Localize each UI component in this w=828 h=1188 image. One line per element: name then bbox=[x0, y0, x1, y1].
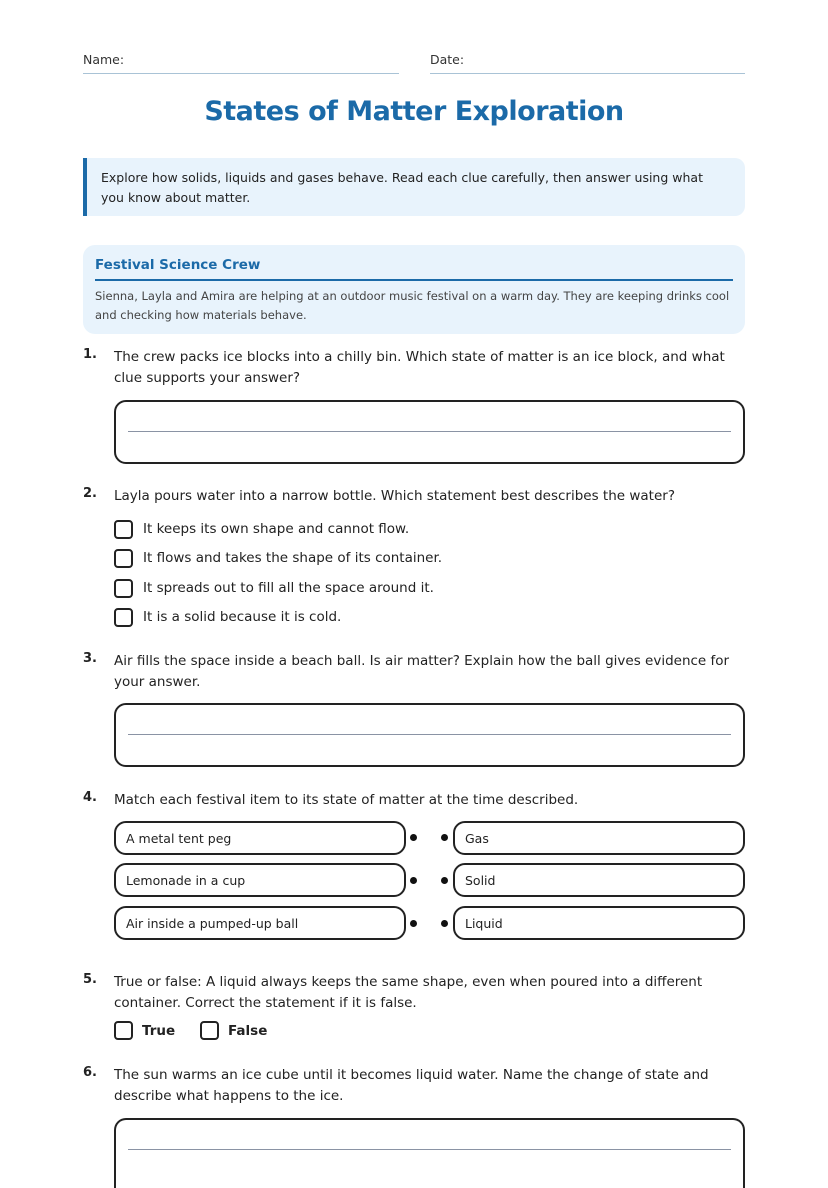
checkbox[interactable] bbox=[114, 520, 133, 539]
option-1[interactable] bbox=[114, 517, 409, 541]
question-number: 3. bbox=[83, 651, 97, 666]
match-item-right[interactable] bbox=[453, 863, 745, 897]
match-item-label: Gas bbox=[465, 830, 489, 846]
checkbox[interactable] bbox=[114, 1021, 133, 1040]
date-field[interactable] bbox=[430, 52, 745, 74]
option-label: It is a solid because it is cold. bbox=[143, 609, 342, 625]
checkbox[interactable] bbox=[114, 579, 133, 598]
match-item-label: A metal tent peg bbox=[126, 830, 232, 846]
option-4[interactable] bbox=[114, 605, 341, 629]
option-label: It spreads out to fill all the space around it. bbox=[143, 580, 434, 596]
scenario-card bbox=[83, 245, 745, 334]
option-3[interactable] bbox=[114, 576, 434, 600]
match-item-label: Solid bbox=[465, 872, 496, 888]
option-label: It keeps its own shape and cannot flow. bbox=[143, 521, 410, 537]
name-label: Name: bbox=[83, 52, 125, 67]
match-dot-right[interactable] bbox=[441, 877, 448, 884]
true-option[interactable] bbox=[114, 1021, 175, 1040]
question-text: True or false: A liquid always keeps the same shape, even when poured into a different container. Correct the statement if it is false. bbox=[114, 974, 703, 1011]
false-label: False bbox=[228, 1022, 268, 1039]
question-text: Match each festival item to its state of matter at the time described. bbox=[114, 792, 579, 808]
match-item-left[interactable] bbox=[114, 863, 406, 897]
match-item-right[interactable] bbox=[453, 821, 745, 855]
answer-box-3[interactable] bbox=[114, 703, 745, 767]
match-item-label: Liquid bbox=[465, 915, 503, 931]
true-label: True bbox=[142, 1022, 176, 1039]
question-text: The sun warms an ice cube until it becomes liquid water. Name the change of state and describe what happens to the ice. bbox=[114, 1067, 709, 1104]
name-field[interactable] bbox=[83, 52, 399, 74]
answer-line bbox=[128, 1149, 731, 1150]
checkbox[interactable] bbox=[114, 549, 133, 568]
question-text: Air fills the space inside a beach ball. Is air matter? Explain how the ball gives evidence for your answer. bbox=[114, 653, 730, 690]
match-item-left[interactable] bbox=[114, 821, 406, 855]
header-fields bbox=[83, 52, 745, 74]
answer-box-6[interactable] bbox=[114, 1118, 745, 1188]
match-dot-left[interactable] bbox=[410, 834, 417, 841]
intro-callout: Explore how solids, liquids and gases behave. Read each clue carefully, then answer using what you know about matter. bbox=[83, 158, 745, 216]
match-dot-right[interactable] bbox=[441, 834, 448, 841]
question-number: 1. bbox=[83, 347, 97, 362]
match-item-left[interactable] bbox=[114, 906, 406, 940]
question-text: The crew packs ice blocks into a chilly bin. Which state of matter is an ice block, and what clue supports your answer? bbox=[114, 349, 725, 386]
checkbox[interactable] bbox=[114, 608, 133, 627]
question-number: 6. bbox=[83, 1065, 97, 1080]
question-number: 4. bbox=[83, 790, 97, 805]
match-dot-left[interactable] bbox=[410, 877, 417, 884]
scenario-title: Festival Science Crew bbox=[95, 257, 733, 281]
answer-box-1[interactable] bbox=[114, 400, 745, 464]
date-label: Date: bbox=[430, 52, 465, 67]
false-option[interactable] bbox=[200, 1021, 267, 1040]
match-dot-left[interactable] bbox=[410, 920, 417, 927]
question-number: 5. bbox=[83, 972, 97, 987]
scenario-text: Sienna, Layla and Amira are helping at an outdoor music festival on a warm day. They are keeping drinks cool and checking how materials behave. bbox=[95, 289, 730, 322]
option-label: It flows and takes the shape of its container. bbox=[143, 550, 443, 566]
match-item-label: Lemonade in a cup bbox=[126, 872, 246, 888]
page-title: States of Matter Exploration bbox=[204, 96, 624, 127]
match-item-right[interactable] bbox=[453, 906, 745, 940]
question-text: Layla pours water into a narrow bottle. Which statement best describes the water? bbox=[114, 488, 675, 504]
answer-line bbox=[128, 734, 731, 735]
checkbox[interactable] bbox=[200, 1021, 219, 1040]
answer-line bbox=[128, 431, 731, 432]
match-dot-right[interactable] bbox=[441, 920, 448, 927]
match-item-label: Air inside a pumped-up ball bbox=[126, 915, 299, 931]
option-2[interactable] bbox=[114, 546, 442, 570]
question-number: 2. bbox=[83, 486, 97, 501]
